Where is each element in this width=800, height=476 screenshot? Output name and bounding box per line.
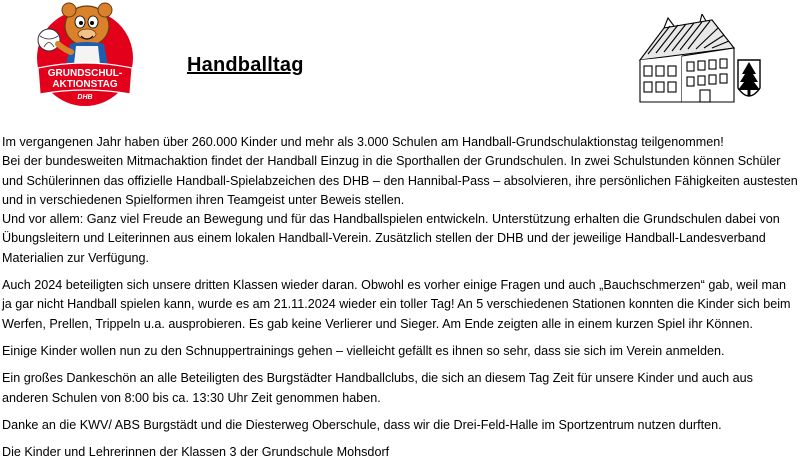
- article-body: [2, 133, 798, 462]
- intro-text: Im vergangenen Jahr haben über 260.000 Kinder und mehr als 3.000 Schulen am Handball-Grundschulaktionstag teilgenommen! Bei der bundesweiten Mitmachaktion findet der Handball Einzug in die Sporthallen der Grundschulen. In zwei Schulstunden können Schüler und Schülerinnen das offizielle Handball-Spielabzeichen des DHB – den Hannibal-Pass – absolvieren, ihre persönlichen Fähigkeiten austesten und in verschiedenen Spielformen ihren Teamgeist unter Beweis stellen. Und vor allem: Ganz viel Freude an Bewegung und für das Handballspielen entwickeln. Unterstützung erhalten die Grundschulen dabei von Übungsleitern und Leiterinnen aus einem lokalen Handball-Verein. Zusätzlich stellen der DHB und der jeweilige Handball-Landesverband Materialien zur Verfügung.: [2, 135, 798, 265]
- grundschul-aktionstag-logo: [30, 0, 140, 108]
- page-title: Handballtag: [187, 54, 304, 76]
- badge-brand: DHB: [77, 94, 93, 101]
- school-building-logo: [634, 14, 764, 106]
- trainings-paragraph: Einige Kinder wollen nun zu den Schnuppertrainings gehen – vielleicht gefällt es ihnen so sehr, dass sie sich im Verein anmelden.: [2, 343, 725, 358]
- intro-paragraph: [2, 133, 798, 268]
- badge-line1: GRUNDSCHUL-: [47, 68, 123, 79]
- badge-line2: AKTIONSTAG: [52, 79, 118, 90]
- thanks-school-paragraph: Danke an die KWV/ ABS Burgstädt und die Diesterweg Oberschule, dass wir die Drei-Feld-Halle im Sportzentrum nutzen durften.: [2, 417, 722, 432]
- event-paragraph: Auch 2024 beteiligten sich unsere dritten Klassen wieder daran. Obwohl es vorher einige Fragen und auch „Bauchschmerzen“ gab, weil man ja gar nicht Handball spielen kann, wurde es am 21.11.2024 wieder ein toller Tag! An 5 verschiedenen Stationen konnten die Kinder sich beim Werfen, Prellen, Trippeln u.a. ausprobieren. Es gab keine Verlierer und Sieger. Am Ende zeigten alle in einem kurzen Spiel ihr Können.: [2, 278, 791, 331]
- thanks-club-paragraph: Ein großes Dankeschön an alle Beteiligten des Burgstädter Handballclubs, die sich an diesem Tag Zeit für unsere Kinder und auch aus anderen Schulen von 8:00 bis ca. 13:30 Uhr Zeit genommen haben.: [2, 371, 753, 405]
- signature-paragraph: Die Kinder und Lehrerinnen der Klassen 3 der Grundschule Mohsdorf: [2, 445, 390, 460]
